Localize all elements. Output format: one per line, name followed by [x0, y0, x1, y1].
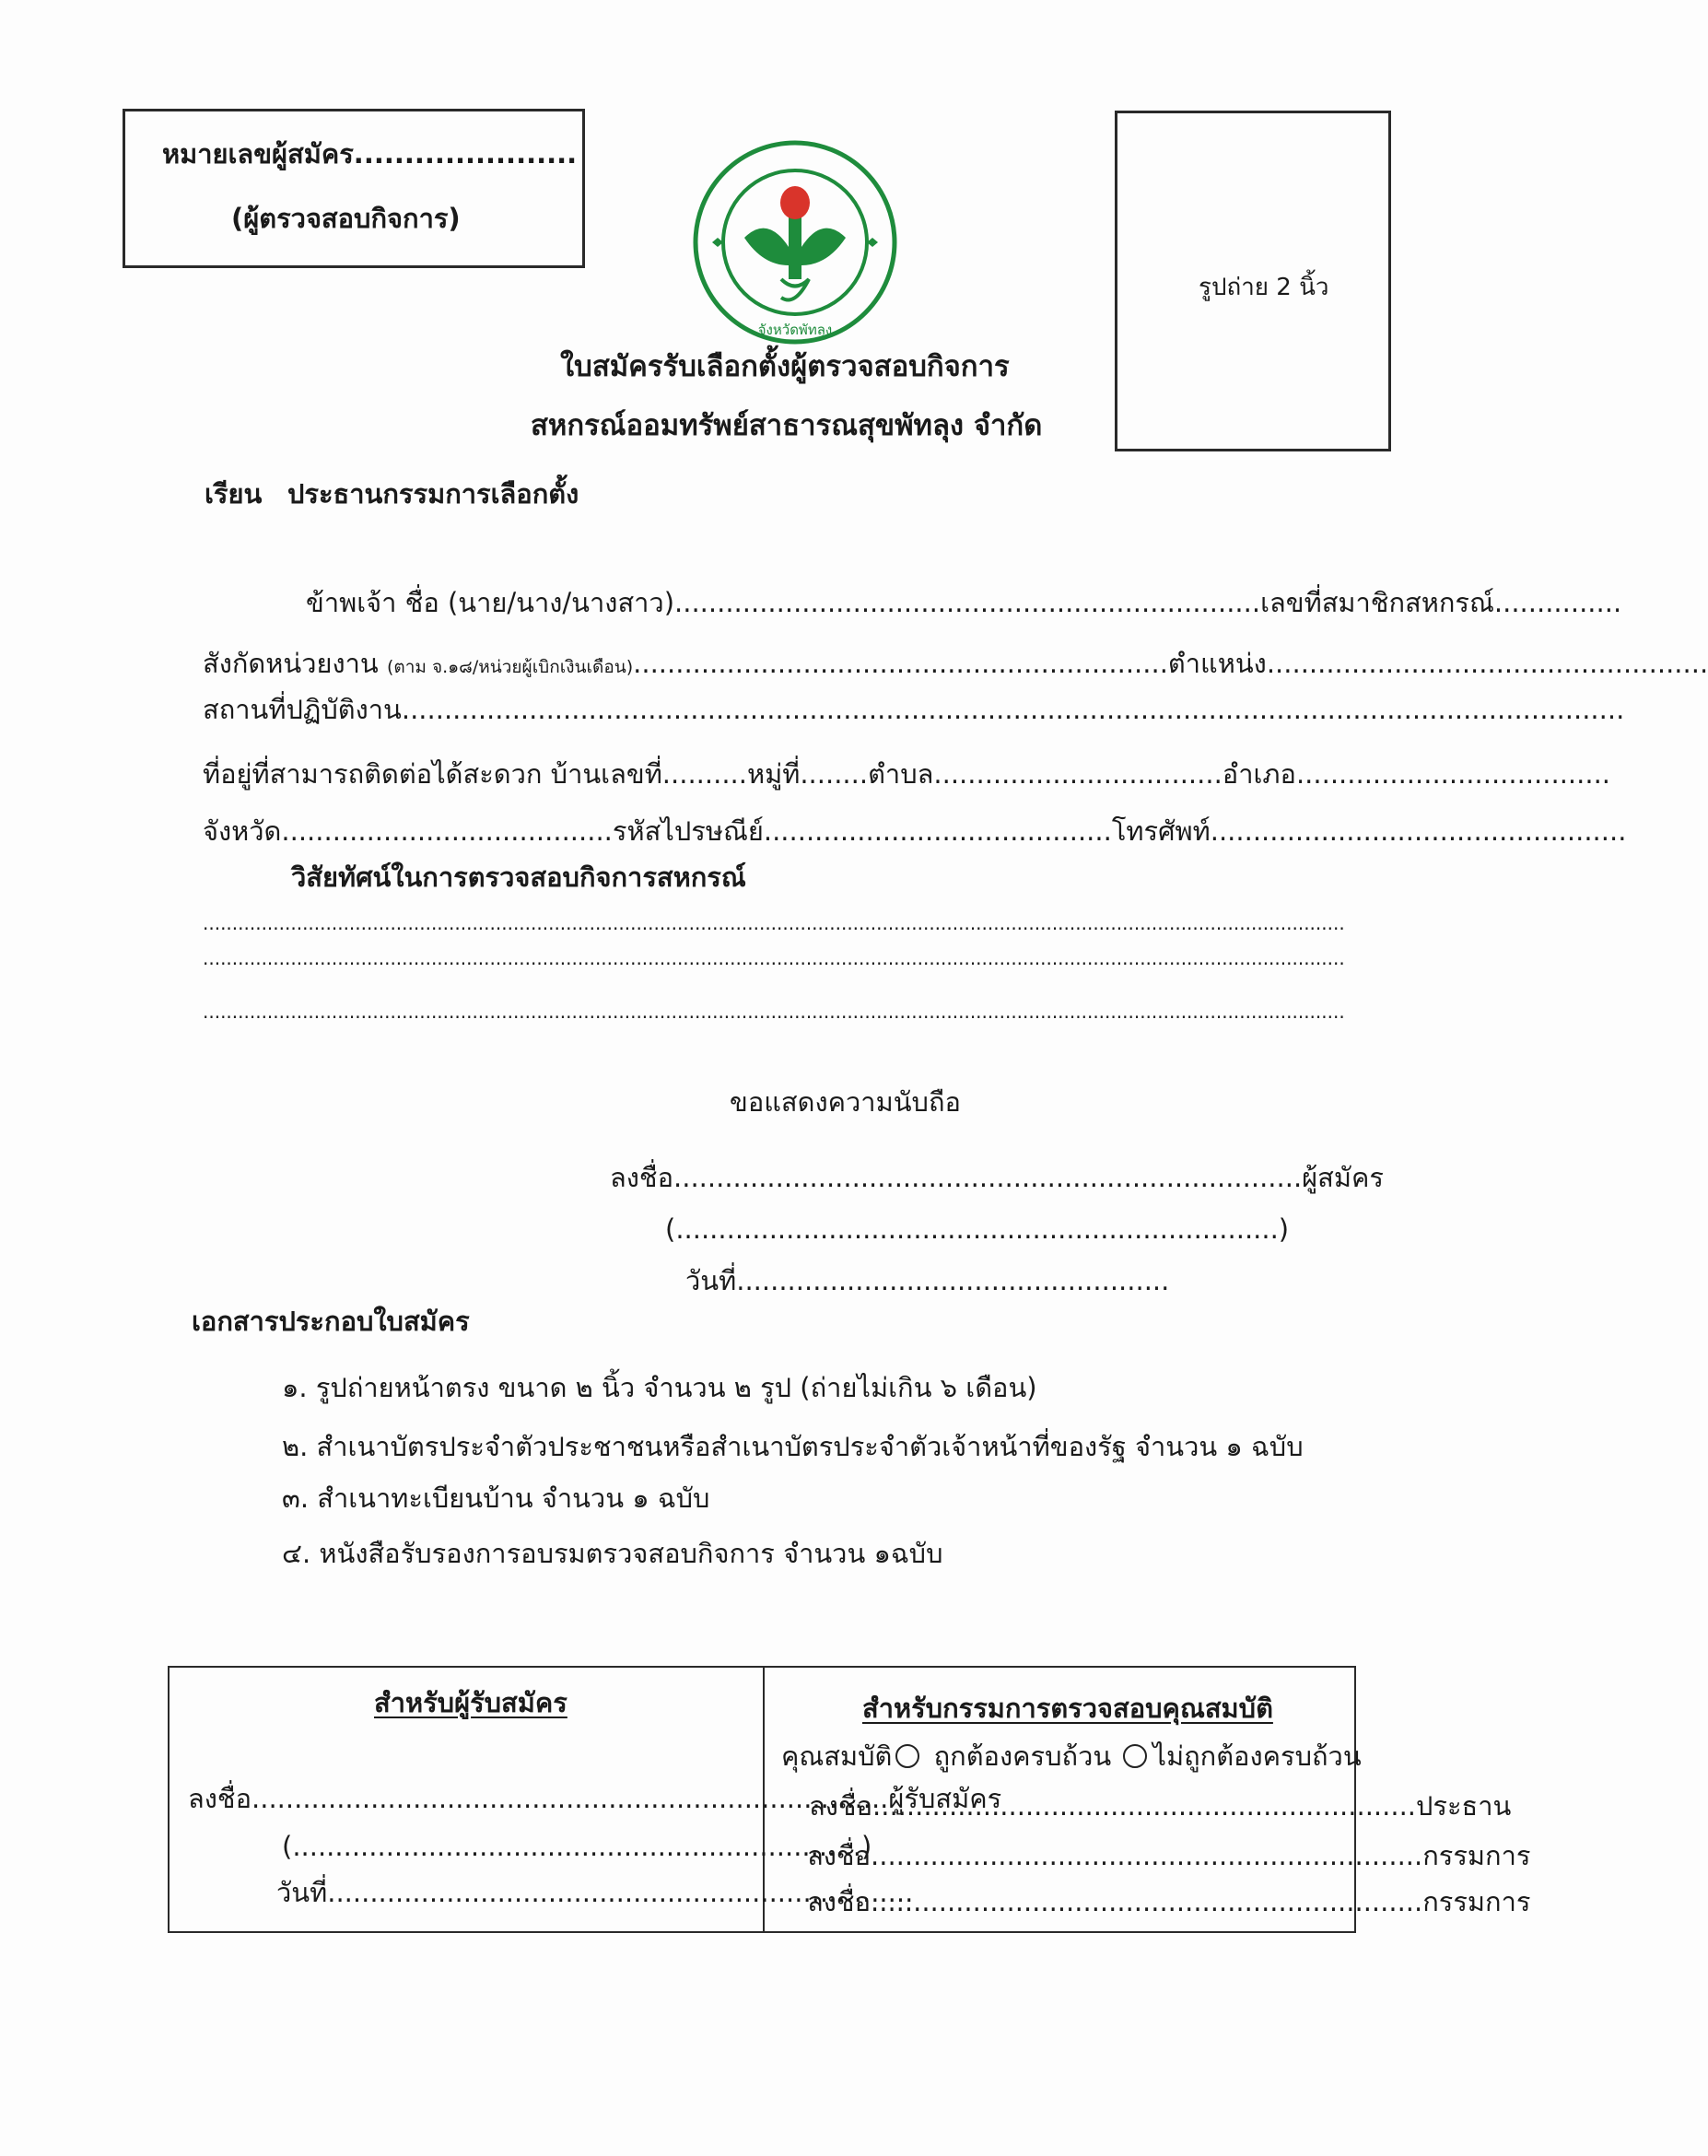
vision-line-2[interactable]: ................................................................................................................................................................................................... [203, 947, 1345, 969]
name-field-line[interactable]: ข้าพเจ้า ชื่อ (นาย/นาง/นางสาว).....................................................................เลขที่สมาชิกสหกรณ์............... [306, 587, 1622, 618]
committee-heading: สำหรับกรรมการตรวจสอบคุณสมบัติ [862, 1693, 1273, 1724]
receiver-signature-line[interactable]: ลงชื่อ...........................................................................ผู้รับสมัคร [188, 1783, 1002, 1814]
member1-signature-line[interactable]: ลงชื่อ.................................................................กรรมการ [807, 1840, 1531, 1871]
document-item: ๑. รูปถ่ายหน้าตรง ขนาด ๒ นิ้ว จำนวน ๒ รูป (ถ่ายไม่เกิน ๖ เดือน) [282, 1372, 1037, 1403]
not-qualified-radio[interactable] [1123, 1744, 1147, 1768]
receiver-heading: สำหรับผู้รับสมัคร [374, 1687, 567, 1718]
vision-line-3[interactable]: ................................................................................................................................................................................................... [203, 1001, 1345, 1023]
receiver-date-line[interactable]: วันที่..................................................................... [276, 1877, 914, 1908]
applicant-role-label: (ผู้ตรวจสอบกิจการ) [231, 203, 461, 234]
documents-heading: เอกสารประกอบใบสมัคร [192, 1306, 470, 1337]
document-item: ๔. หนังสือรับรองการอบรมตรวจสอบกิจการ จำนวน ๑ฉบับ [282, 1538, 943, 1569]
qualified-radio[interactable] [895, 1744, 919, 1768]
official-use-table [168, 1666, 1531, 1933]
not-qualified-option-label: ไม่ถูกต้องครบถ้วน [1152, 1740, 1362, 1772]
province-field-line[interactable]: จังหวัด.......................................รหัสไปรษณีย์.........................................โทรศัพท์................................................. [203, 815, 1627, 847]
member2-signature-line[interactable]: ลงชื่อ.................................................................กรรมการ [807, 1886, 1531, 1917]
photo-box [1115, 111, 1391, 451]
unit-note: (ตาม จ.๑๘/หน่วยผู้เบิกเงินเดือน) [386, 657, 634, 677]
form-title: ใบสมัครรับเลือกตั้งผู้ตรวจสอบกิจการ [560, 350, 1010, 383]
vision-line-1[interactable]: ................................................................................................................................................................................................... [203, 912, 1345, 934]
qualification-row [781, 1740, 1362, 1773]
document-item: ๓. สำเนาทะเบียนบ้าน จำนวน ๑ ฉบับ [282, 1482, 710, 1514]
workplace-field-line[interactable]: สถานที่ปฏิบัติงาน................................................................................................................................................ [203, 694, 1625, 725]
salutation-label: เรียน [205, 478, 263, 510]
respect-text: ขอแสดงความนับถือ [730, 1086, 961, 1118]
applicant-number-field[interactable]: หมายเลขผู้สมัคร...................... [162, 138, 578, 170]
vision-heading: วิสัยทัศน์ในการตรวจสอบกิจการสหกรณ์ [291, 861, 746, 893]
logo-bottom-text: จังหวัดพัทลุง [757, 322, 833, 338]
unit-position-dots[interactable]: ...............................................................ตำแหน่ง.................................................... [633, 648, 1708, 679]
wing-icon [744, 228, 789, 265]
applicant-number-box [123, 109, 585, 268]
unit-field-line[interactable] [203, 647, 1708, 684]
applicant-name-paren[interactable]: (.......................................................................) [665, 1213, 1290, 1245]
unit-label: สังกัดหน่วยงาน [203, 648, 379, 679]
receiver-name-paren[interactable]: (...................................................................) [282, 1831, 872, 1862]
applicant-signature-line[interactable]: ลงชื่อ..........................................................................ผู้สมัคร [610, 1162, 1384, 1193]
cooperative-logo [689, 136, 901, 348]
photo-label: รูปถ่าย 2 นิ้ว [1199, 274, 1329, 301]
applicant-date-line[interactable]: วันที่................................................... [685, 1265, 1170, 1296]
document-item: ๒. สำเนาบัตรประจำตัวประชาชนหรือสำเนาบัตรประจำตัวเจ้าหน้าที่ของรัฐ จำนวน ๑ ฉบับ [282, 1431, 1304, 1462]
qualification-label: คุณสมบัติ [781, 1740, 893, 1772]
address-field-line[interactable]: ที่อยู่ที่สามารถติดต่อได้สะดวก บ้านเลขที่..........หมู่ที่........ตำบล..................................อำเภอ..................................... [203, 758, 1611, 790]
qualified-option-label: ถูกต้องครบถ้วน [933, 1740, 1112, 1772]
salutation-recipient: ประธานกรรมการเลือกตั้ง [287, 478, 579, 510]
chair-signature-line[interactable]: ลงชื่อ................................................................ประธาน [809, 1790, 1512, 1822]
cooperative-name: สหกรณ์ออมทรัพย์สาธารณสุขพัทลุง จำกัด [531, 409, 1043, 442]
